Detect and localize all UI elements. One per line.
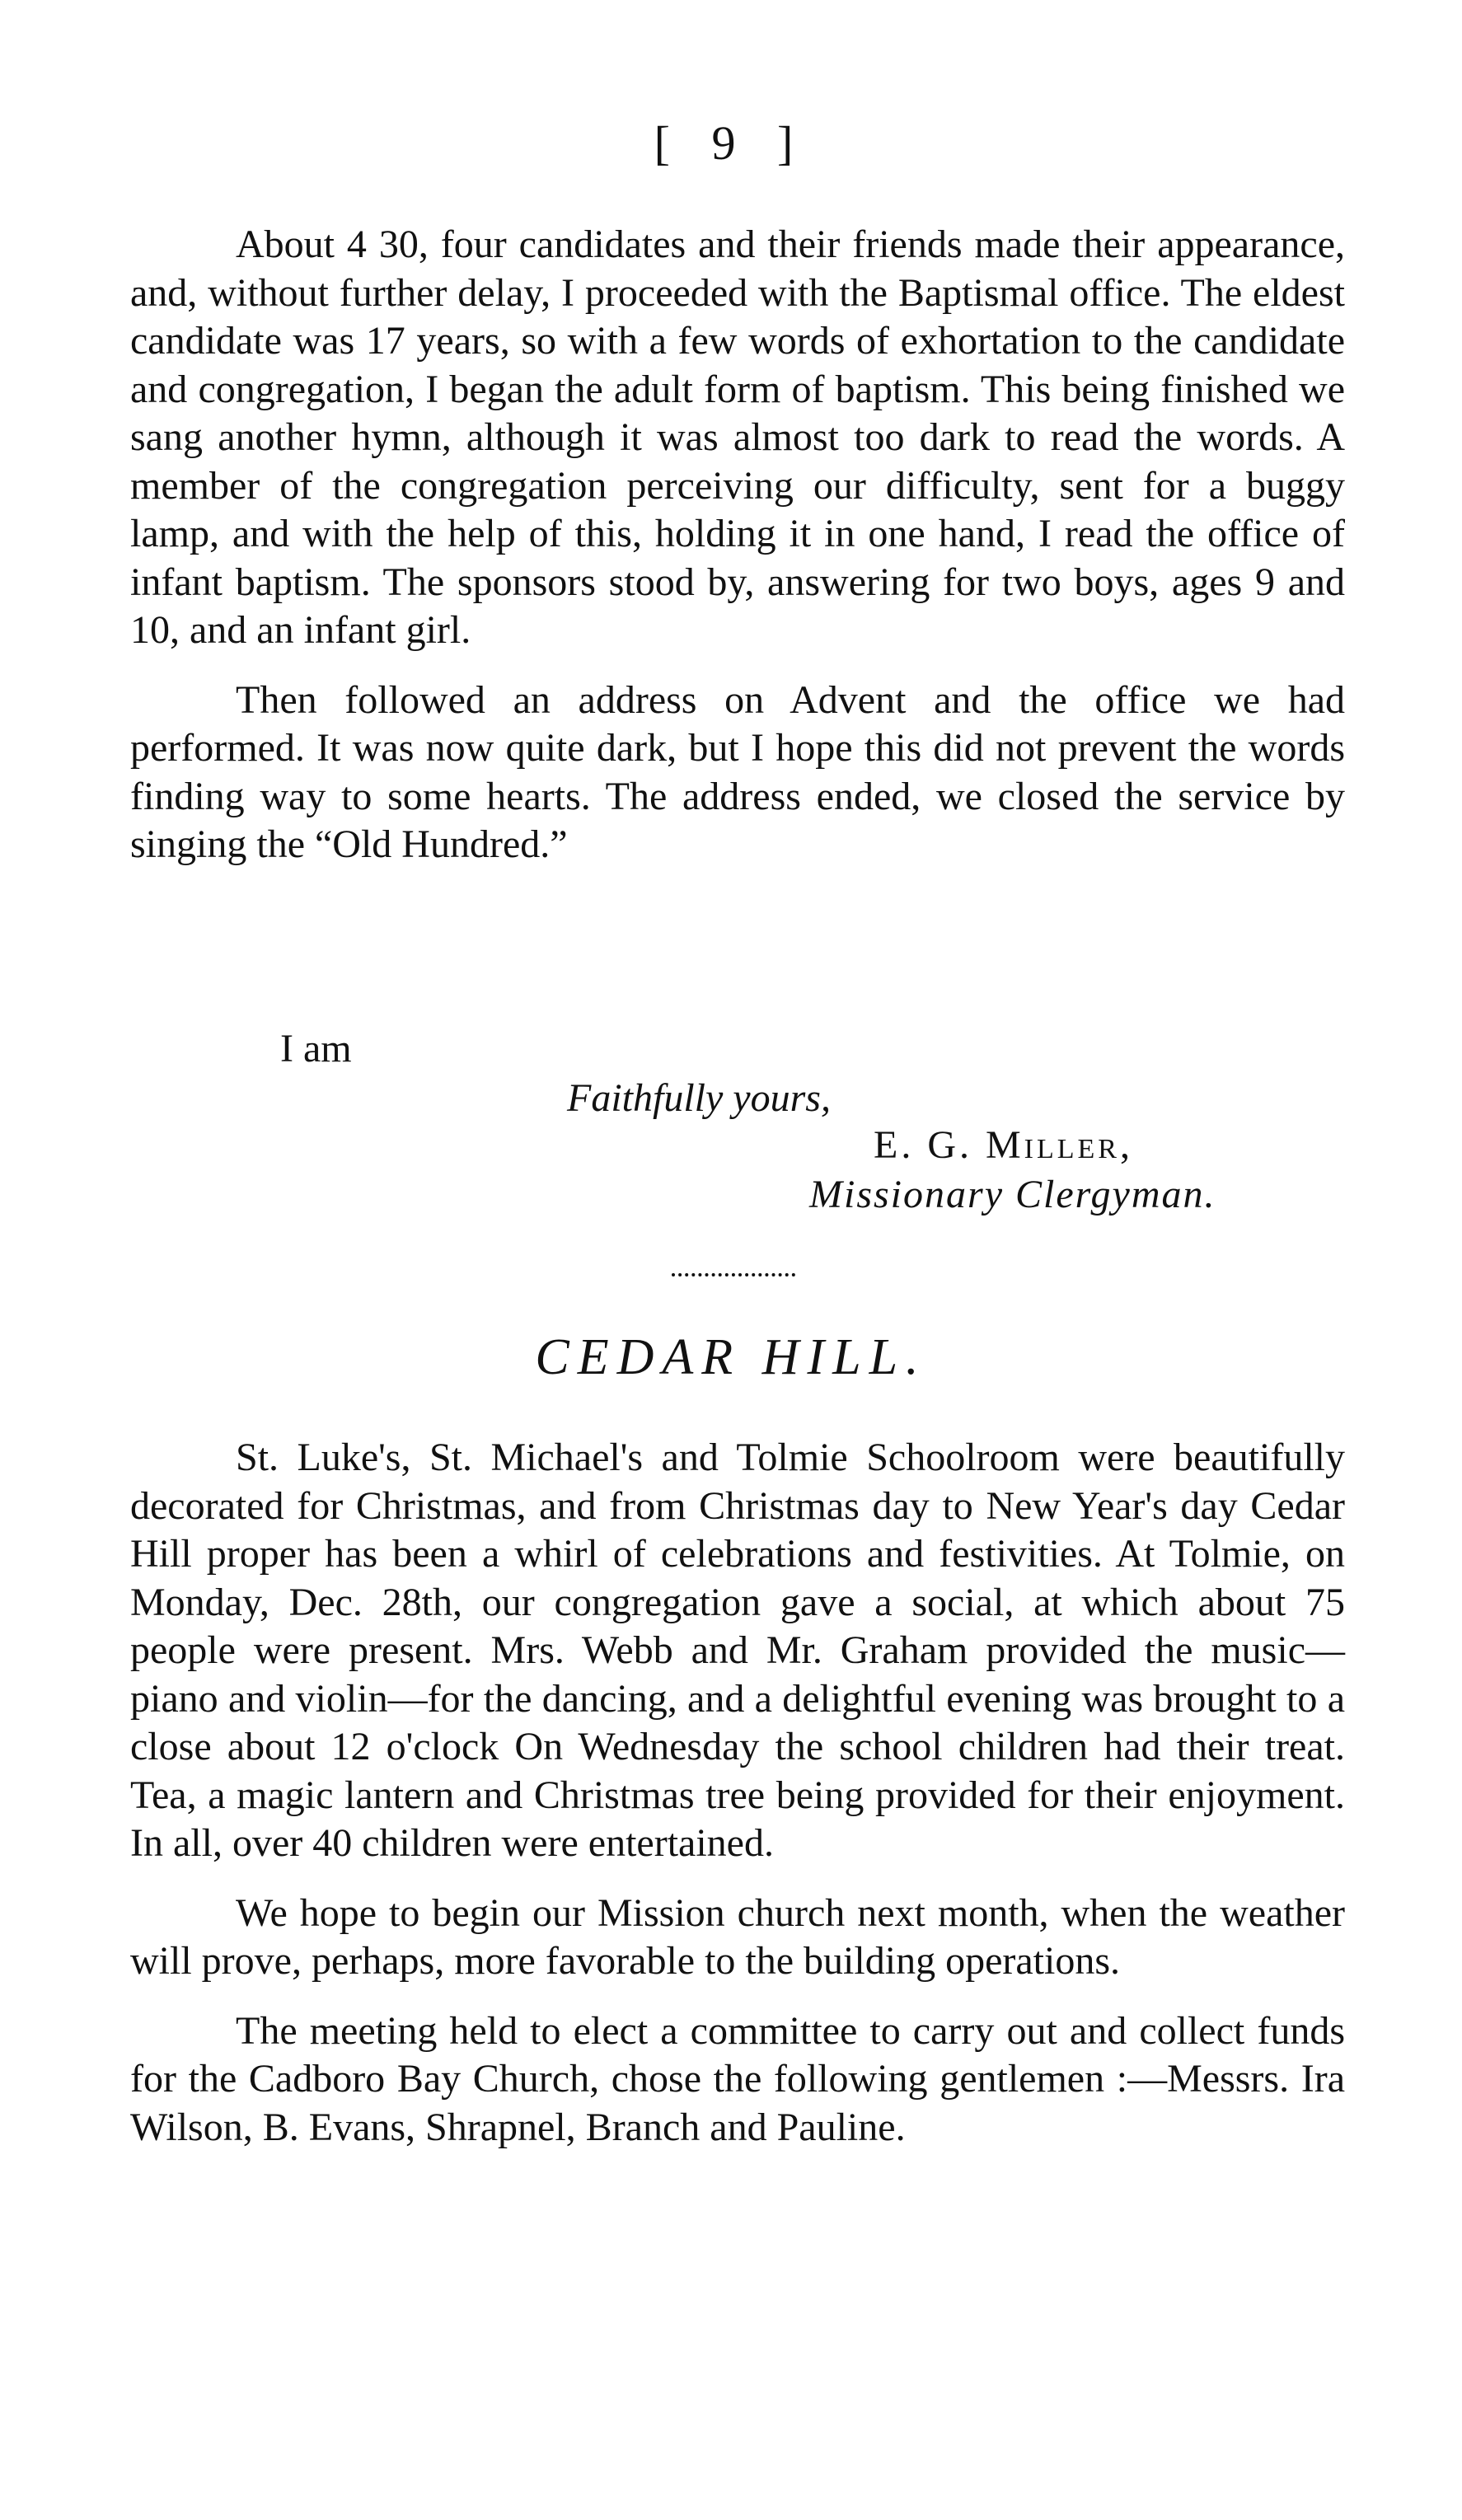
section-paragraph-mission-church: We hope to begin our Mission church next month, when the weather will prove, perhaps, more favorable to the building operations. [130, 1890, 1345, 1983]
section-heading: CEDAR HILL. [535, 1329, 927, 1385]
section-paragraph-committee: The meeting held to elect a committee to carry out and collect funds for the Cadboro Bay Church, chose the following gentlemen :—Messrs. Ira Wilson, B. Evans, Shrapnel, Branch and Pauline. [130, 2008, 1345, 2149]
letter-paragraph-baptism: About 4 30, four candidates and their friends made their appearance, and, without further delay, I proceeded with the Baptismal office. The eldest candidate was 17 years, so with a few words of exhortation to the candidate and congregation, I began the adult form of baptism. This being finished we sang another hymn, although it was almost too dark to read the words. A member of the congregation perceiving our difficulty, sent for a buggy lamp, and with the help of this, holding it in one hand, I read the office of infant baptism. The sponsors stood by, answering for two boys, ages 9 and 10, and an infant girl. [130, 222, 1345, 652]
signature-title: Missionary Clergyman. [809, 1173, 1216, 1216]
closing-i-am: I am [280, 1027, 352, 1070]
signature-name: E. G. Miller, [874, 1123, 1133, 1167]
letter-body-first [130, 221, 1345, 869]
closing-faithfully: Faithfully yours, [567, 1076, 831, 1120]
page-number: [ 9 ] [654, 116, 808, 170]
section-divider [672, 1273, 795, 1276]
section-paragraph-christmas: St. Luke's, St. Michael's and Tolmie Schoolroom were beautifully decorated for Christmas, and from Christmas day to New Year's day Cedar Hill proper has been a whirl of celebrations and festivities. At Tolmie, on Monday, Dec. 28th, our congregation gave a social, at which about 75 people were present. Mrs. Webb and Mr. Graham provided the music—piano and violin—for the dancing, and a delightful evening was brought to a close about 12 o'clock On Wednesday the school children had their treat. Tea, a magic lantern and Christmas tree being provided for their enjoyment. In all, over 40 children were entertained. [130, 1436, 1345, 1865]
letter-paragraph-advent: Then followed an address on Advent and the office we had performed. It was now quite dark, but I hope this did not prevent the words finding way to some hearts. The address ended, we closed the service by singing the “Old Hundred.” [130, 677, 1345, 866]
section-body [130, 1434, 1345, 2152]
